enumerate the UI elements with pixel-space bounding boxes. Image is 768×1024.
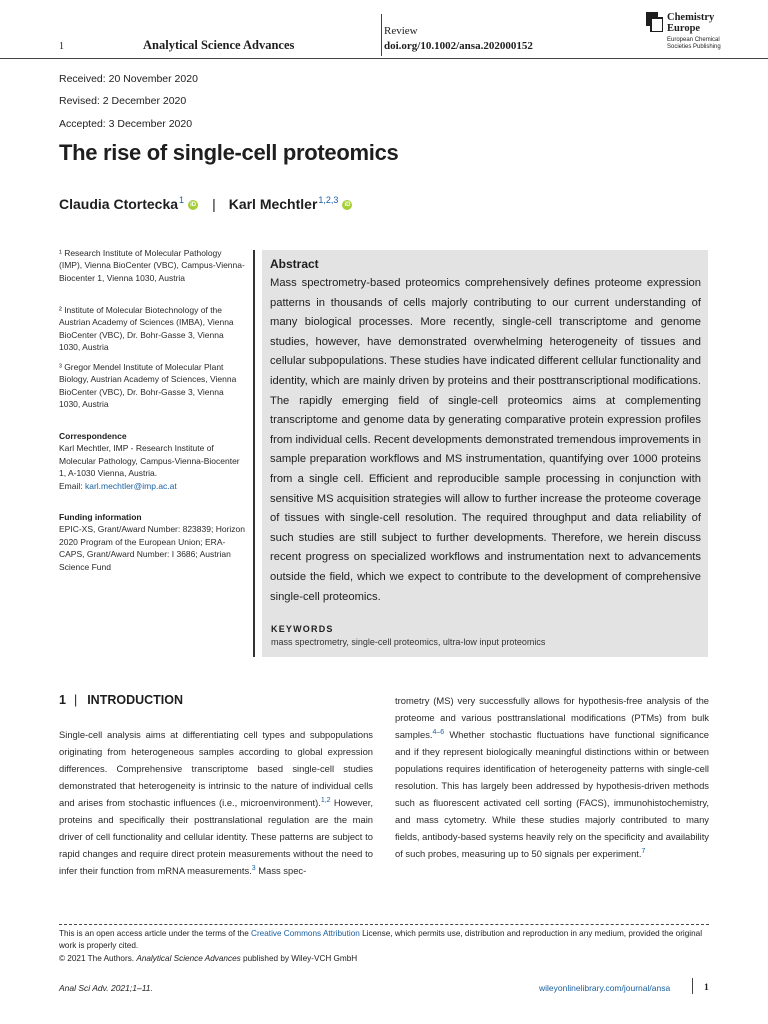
abstract-heading: Abstract [270,257,319,271]
email-link[interactable]: karl.mechtler@imp.ac.at [84,480,177,491]
orcid-icon[interactable]: iD [190,202,197,208]
body-text: However, proteins and specifically their posttranslational regulation are the main driver of cell functionality and cellular identity. These patterns are subject to rapid changes and require direct protein measurements without the need to infer their function from mRNA measurements. [59,797,373,876]
article-title: The rise of single-cell proteomics [59,140,399,165]
footer-page-number: 1 [704,983,709,993]
doi-link[interactable]: doi.org/10.1002/ansa.202000152 [384,40,533,52]
article-type: Review [384,25,418,37]
chemistry-europe-logo-icon [646,12,663,32]
funding-label: Funding information [59,512,142,522]
correspondence [59,430,245,492]
body-column-right [395,692,709,862]
journal-url-link[interactable]: wileyonlinelibrary.com/journal/ansa [539,983,671,993]
orcid-icon[interactable]: iD [344,202,351,208]
running-header-journal: Analytical Science Advances [143,38,295,52]
author-list [59,196,352,212]
affiliation-2: ² Institute of Molecular Biotechnology of the Austrian Academy of Sciences (IMBA), Vienna BioCenter (VBC), Dr. Bohr-Gasse 3, Vienna 1030, Austria [59,305,234,353]
funding [59,511,245,573]
body-text: trometry (MS) very successfully allows for hypothesis-free analysis of the proteome and various posttranslational modifications (PTMs) from bulk samples. [395,695,709,740]
section-separator: | [73,693,78,707]
keywords-text: mass spectrometry, single-cell proteomics, ultra-low input proteomics [271,637,546,647]
correspondence-email-line [59,480,245,492]
author-separator: | [212,196,216,212]
funding-text: EPIC-XS, Grant/Award Number: 823839; Horizon 2020 Program of the European Union; ERA-CAPS, Grant/Award Number: I 3686; Austrian Science Fund [59,524,245,572]
author-name[interactable]: Claudia Ctortecka [59,196,179,212]
section-title: INTRODUCTION [87,693,184,707]
footer-divider [692,978,693,994]
author-affiliation-ref[interactable]: 1,2,3 [318,195,339,205]
copyright-journal: Analytical Science Advances [136,954,241,963]
affiliation-3: ³ Gregor Mendel Institute of Molecular Plant Biology, Austrian Academy of Sciences, Vienna BioCenter (VBC), Dr. Bohr-Gasse 3, Vienna 1030, Austria [59,362,237,410]
body-text: Whether stochastic fluctuations have functional significance and if they represent biologically meaningful distinctions within or between populations requires identification of heterogeneity patterns with single-cell resolution. This has largely been addressed by hypothesis-driven methods such as fluorescent activated cell sorting (FACS), immunohistochemistry, and mass cytometry. While these studies majorly contributed to many fields, antibody-based systems heavily rely on the specificity and availability of such probes, measuring up to 50 signals per experiment. [395,729,709,859]
running-header-page-number: 1 [59,41,64,52]
email-label: Email: [59,480,85,491]
citation-ref[interactable]: 4–6 [432,728,445,736]
revised-date: Revised: 2 December 2020 [59,95,187,107]
body-text: Mass spec- [255,865,307,876]
correspondence-text: Karl Mechtler, IMP - Research Institute of Molecular Pathology, Campus-Vienna-Biocenter 1, A-1030 Vienna, Austria. [59,443,240,479]
citation-ref[interactable]: 3 [251,864,256,872]
header-divider [381,14,382,56]
license-text: This is an open access article under the terms of the [59,929,252,938]
author-name[interactable]: Karl Mechtler [228,196,318,212]
author-affiliation-ref[interactable]: 1 [179,195,185,205]
journal-citation: Anal Sci Adv. 2021;1–11. [59,983,153,993]
header-rule [0,58,768,59]
logo-title: Chemistry Europe [667,12,715,34]
body-text: Single-cell analysis aims at differentiating cell types and subpopulations originating from heterogeneous samples according to global expression differences. Comprehensive transcriptome based single-cell studies demonstrated that heterogeneity is intrinsic to the nature of individual cells and arises from stochastic influences (i.e., microenvironment). [59,729,373,808]
copyright-text: published by Wiley-VCH GmbH [240,954,358,963]
license-note [59,928,709,952]
copyright-note [59,953,709,965]
citation-ref[interactable]: 7 [641,847,646,855]
citation-ref[interactable]: 1,2 [320,796,331,804]
section-heading [59,693,183,707]
body-column-left [59,726,373,879]
received-date: Received: 20 November 2020 [59,73,198,85]
section-number: 1 [59,693,66,707]
publisher-logo[interactable] [646,12,736,54]
correspondence-label: Correspondence [59,431,127,441]
copyright-text: © 2021 The Authors. [59,954,137,963]
accepted-date: Accepted: 3 December 2020 [59,118,193,130]
footer-dashed-rule [59,924,709,925]
abstract-text: Mass spectrometry-based proteomics comprehensively defines proteome expression patterns in thousands of cells majorly contributing to our current understanding of many biological processes. More recently, single-cell transcriptome and genome studies, however, have demonstrated overwhelming heterogeneity of tissues and cellular subpopulations. These studies have indicated different cellular functionality and identity, which are mainly driven by proteins and their posttranscriptional modifications. The rapidly emerging field of single-cell proteomics aims at complementing transcriptome and genome data by generating comparative protein expression profiles from individual cells. Recent developments demonstrated tremendous improvements in sample preparation workflows and MS instrumentation, quantifying over 1000 proteins from a single cell. Efficient and reproducible sample processing in conjunction with sensitive MS acquisition strategies will allow to further increase the proteome coverage of tissues with single-cell resolution. The required throughput and data reliability of such studies are still subject to further developments. Therefore, we herein discuss recent progress on specialized workflows and instrumentation next to advancements outside the field, which we expect to contribute to the development of comprehensive single-cell proteomics. [270,277,701,603]
license-link[interactable]: Creative Commons Attribution [251,929,360,938]
keywords-heading: KEYWORDS [271,624,334,634]
license-text: License, which permits use, distribution and reproduction in any medium, provided the original work is properly cited. [59,929,703,951]
affiliation-1: ¹ Research Institute of Molecular Pathology (IMP), Vienna BioCenter (VBC), Campus-Vienna-Biocenter 1, Vienna 1030, Austria [59,248,245,283]
logo-subtitle: European Chemical Societies Publishing [667,37,721,50]
abstract-left-rule [253,250,255,657]
